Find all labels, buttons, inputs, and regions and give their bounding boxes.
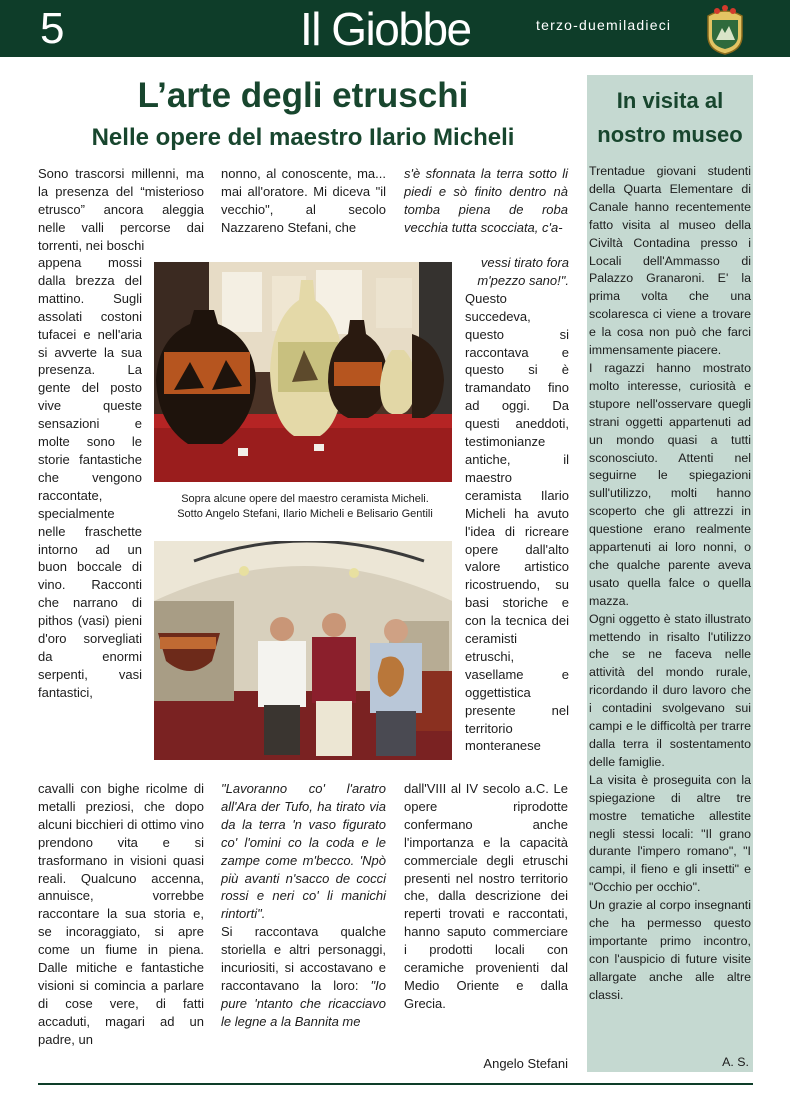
sidebar-paragraph: La visita è proseguita con la spiegazione di altre tre mostre tematiche allestite negli stessi locali: "Il grano durante l'impero romano", "I campi, il fieno e gli insetti" e "Occhio per occhio". — [589, 772, 751, 895]
article-column-3-narrow — [465, 254, 569, 755]
photo-etruscan-vases — [154, 262, 452, 482]
masthead-title: Il Giobbe — [300, 3, 471, 55]
photo-three-men-museum — [154, 541, 452, 760]
article-text: Si raccontava qualche storiella e altri personaggi, incuriositi, si accostavano e raccontavano la loro: — [221, 924, 386, 993]
sidebar-title — [587, 84, 753, 152]
article-title: L’arte degli etruschi — [137, 76, 469, 115]
sidebar-paragraph: Un grazie al corpo insegnanti che ha permesso questo importante primo incontro, con l'auspicio di future visite allargate anche alle altre classi. — [589, 898, 751, 1002]
sidebar-title-line: In visita al — [616, 88, 724, 113]
sidebar-title-line: nostro museo — [597, 122, 743, 147]
article-signature: Angelo Stefani — [483, 1056, 568, 1071]
page-header — [0, 0, 790, 57]
article-column-3-bottom — [404, 780, 568, 1013]
caption-line: Sotto Angelo Stefani, Ilario Micheli e Belisario Gentili — [177, 508, 433, 520]
article-column-1-bottom — [38, 780, 204, 1049]
article-text: nonno, al conoscente, ma... mai all'oratore. Mi diceva "il vecchio", al secolo Nazzareno Stefani, che — [221, 166, 386, 235]
group-photo-image — [154, 541, 452, 760]
article-column-2-bottom — [221, 780, 386, 1031]
article-text: Sono trascorsi millenni, ma la presenza del “misterioso etrusco” ancora aleggia nelle valli percorse dai torrenti, nei boschi — [38, 166, 204, 253]
article-text: Questo succedeva, questo si raccontava e questo si è tramandato fino ad oggi. Da questi aneddoti, testimonianze antiche, il maestro ceramista Ilario Micheli ha avuto l'idea di ricreare opere dall'alto valore artistico ricostruendo, su basi storiche e con la tecnica dei ceramisti etruschi, vasellame e oggettistica presente nel territorio monteranese — [465, 290, 569, 754]
sidebar-paragraph: Trentadue giovani studenti della Quarta Elementare di Canale hanno recentemente fatto visita al museo della Civiltà Contadina presso i Locali dell'Ammasso di Palazzo Granaroni. E' la prima volta che una scolaresca ci viene a trovare e la cosa non può che farci immensamente piacere. — [589, 164, 751, 358]
article-subtitle: Nelle opere del maestro Ilario Micheli — [91, 124, 515, 151]
article-text: appena mossi dalla brezza del mattino. Sugli assolati costoni tufacei e nell'aria si avverte la sua presenza. La gente del posto vive queste sensazioni e molte sono le storie fantastiche che vengono raccontate, specialmente nelle fraschette intorno ad un buon boccale di vino. Racconti che narrano di pithos (vasi) pieni d'oro sorvegliati da enormi serpenti, vasi fantastici, — [38, 255, 142, 700]
article-column-3-top — [404, 165, 568, 237]
dialect-quote: vessi tirato fora m'pezzo sano!". — [477, 255, 569, 288]
article-column-1-narrow — [38, 254, 142, 702]
article-column-2-top — [221, 165, 386, 237]
article-text: cavalli con bighe ricolme di metalli preziosi, che dopo alcuni bicchieri di ottimo vino prendono vita e si trasformano in visioni quasi reali. Qualcuno accenna, annuisce, vorrebbe raccontare la sua storia e, se incoraggiato, si apre come un fiume in piena. Dalle mitiche e fantastiche visioni si comincia a parlare di cose vere, di fatti accaduti, magari ad un padre, un — [38, 781, 204, 1047]
vases-photo-image — [154, 262, 452, 482]
article-text: dall'VIII al IV secolo a.C. Le opere riprodotte confermano anche l'importanza e la capacità commerciale degli etruschi presenti nel nostro territorio che, dalla descrizione dei reperti trovati e raccontati, hanno saputo commerciare i prodotti locali con ceramiche provenienti dal Medio Oriente e dalla Grecia. — [404, 781, 568, 1011]
dialect-quote: s'è sfonnata la terra sotto li piedi e sò finito dentro nà tomba piena de roba vecchia tutta scocciata, c'a- — [404, 166, 568, 235]
sidebar-signature: A. S. — [722, 1055, 749, 1069]
article-column-1-top — [38, 165, 204, 255]
issue-label: terzo-duemiladieci — [536, 17, 672, 33]
caption-line: Sopra alcune opere del maestro ceramista Micheli. — [181, 493, 429, 505]
town-crest-icon — [702, 2, 748, 56]
page-number: 5 — [40, 4, 65, 53]
sidebar-text — [589, 163, 751, 1005]
footer-rule — [38, 1083, 753, 1085]
dialect-quote: "Io pure 'ntanto che ricacciavo le legne a la Bannita me — [221, 977, 386, 1029]
sidebar-paragraph: I ragazzi hanno mostrato molto interesse, curiosità e stupore nell'osservare quegli strani oggetti appartenuti ad un mondo quasi a tutti sconosciuto. Attenti nel seguirne le spiegazioni sull'utilizzo, molti hanno scoperto che gli attrezzi in questione erano realmente appartenuti ai loro nonni, o che qualche parente aveva usato quella falce o quella mazza. — [589, 360, 751, 608]
dialect-quote: "Lavoranno co' l'aratro all'Ara der Tufo, ha tirato via da la terra 'n vaso figurato co' l'omini co la coda e le zampe come m'becco. 'Npò più avanti n'sacco de cocci rossi e neri co' li manichi rintorti". — [221, 781, 386, 922]
sidebar-paragraph: Ogni oggetto è stato illustrato mettendo in risalto l'utilizzo che se ne faceva nelle attività del mondo rurale, ricordando il duro lavoro che i contadini svolgevano sui campi e le difficoltà per trarre dalla terra il sostentamento delle famiglie. — [589, 611, 751, 769]
photo-caption — [150, 492, 460, 522]
